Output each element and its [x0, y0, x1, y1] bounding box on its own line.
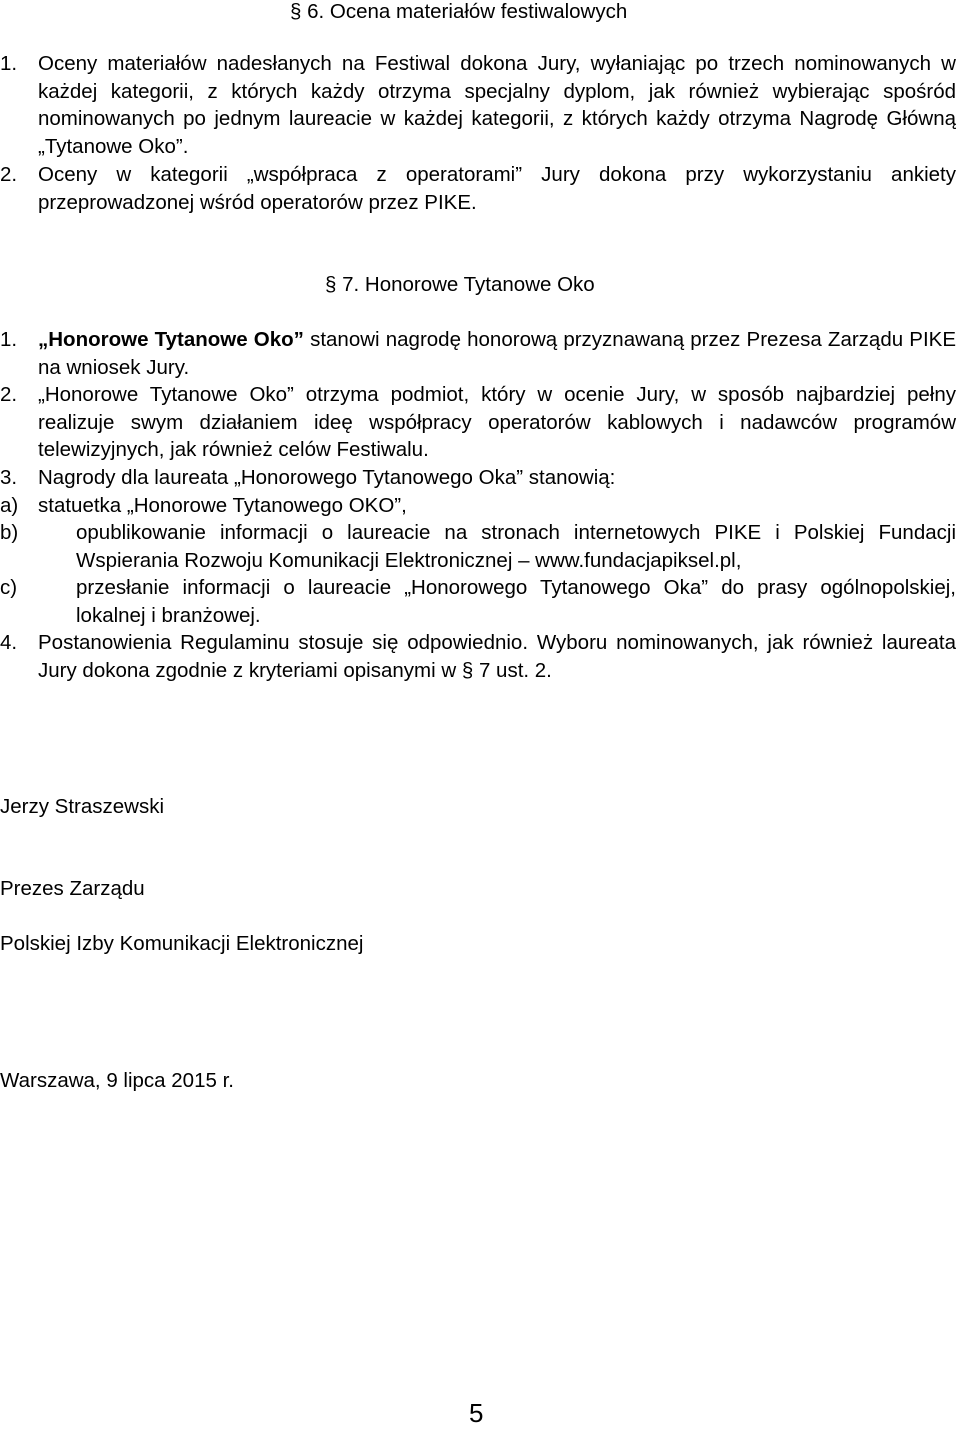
- item-number: 4.: [0, 631, 18, 654]
- section-7-item-4: [0, 629, 956, 684]
- signatory-organization: Polskiej Izby Komunikacji Elektronicznej: [0, 932, 364, 955]
- section-7-item-1: [0, 326, 956, 381]
- item-number: 1.: [0, 52, 18, 75]
- item-number: 1.: [0, 328, 18, 351]
- item-number: 2.: [0, 383, 18, 406]
- section-6-heading: § 6. Ocena materiałów festiwalowych: [290, 0, 628, 23]
- item-number: 2.: [0, 163, 18, 186]
- sub-item-label: a): [0, 494, 19, 517]
- item-text: [38, 326, 956, 381]
- sub-item-text: statuetka „Honorowe Tytanowego OKO”,: [38, 494, 407, 517]
- signatory-name: Jerzy Straszewski: [0, 795, 165, 818]
- sub-item-label: c): [0, 576, 18, 599]
- sub-item-text: opublikowanie informacji o laureacie na stronach internetowych PIKE i Polskiej Fundacji Wspierania Rozwoju Komunikacji Elektronicznej – www.fundacjapiksel.pl,: [76, 521, 956, 572]
- item-rest-text: stanowi nagrodę honorową przyznawaną przez Prezesa Zarządu PIKE na wniosek Jury.: [38, 328, 956, 379]
- award-name: „Honorowe Tytanowe Oko”: [38, 328, 304, 351]
- page-number: 5: [469, 1398, 484, 1428]
- section-6-item-1: [0, 50, 956, 160]
- sub-item-c: [0, 574, 956, 629]
- item-text: Nagrody dla laureata „Honorowego Tytanowego Oka” stanowią:: [38, 466, 616, 489]
- sub-item-a: [0, 492, 956, 520]
- item-text: „Honorowe Tytanowe Oko” otrzyma podmiot, który w ocenie Jury, w sposób najbardziej pełny realizuje swym działaniem ideę współpracy operatorów kablowych i nadawców programów telewizyjnych, jak również celów Festiwalu.: [38, 383, 956, 461]
- section-6-item-2: [0, 161, 956, 216]
- item-text: Postanowienia Regulaminu stosuje się odpowiednio. Wyboru nominowanych, jak również laureata Jury dokona zgodnie z kryteriami opisanymi w § 7 ust. 2.: [38, 631, 956, 682]
- item-number: 3.: [0, 466, 18, 489]
- section-7-item-3: [0, 464, 956, 492]
- sub-item-text: przesłanie informacji o laureacie „Honorowego Tytanowego Oka” do prasy ogólnopolskiej, lokalnej i branżowej.: [76, 576, 956, 627]
- section-7-item-2: [0, 381, 956, 464]
- section-7-heading: § 7. Honorowe Tytanowe Oko: [325, 273, 595, 296]
- item-text: Oceny materiałów nadesłanych na Festiwal dokona Jury, wyłaniając po trzech nominowanych w każdej kategorii, z których każdy otrzyma specjalny dyplom, jak również wybierając spośród nominowanych po jednym laureacie w każdej kategorii, z których każdy otrzyma Nagrodę Główną „Tytanowe Oko”.: [38, 52, 956, 158]
- signatory-role: Prezes Zarządu: [0, 877, 145, 900]
- sub-item-label: b): [0, 521, 19, 544]
- place-and-date: Warszawa, 9 lipca 2015 r.: [0, 1069, 234, 1092]
- sub-item-b: [0, 519, 956, 574]
- item-text: Oceny w kategorii „współpraca z operatorami” Jury dokona przy wykorzystaniu ankiety przeprowadzonej wśród operatorów przez PIKE.: [38, 163, 956, 214]
